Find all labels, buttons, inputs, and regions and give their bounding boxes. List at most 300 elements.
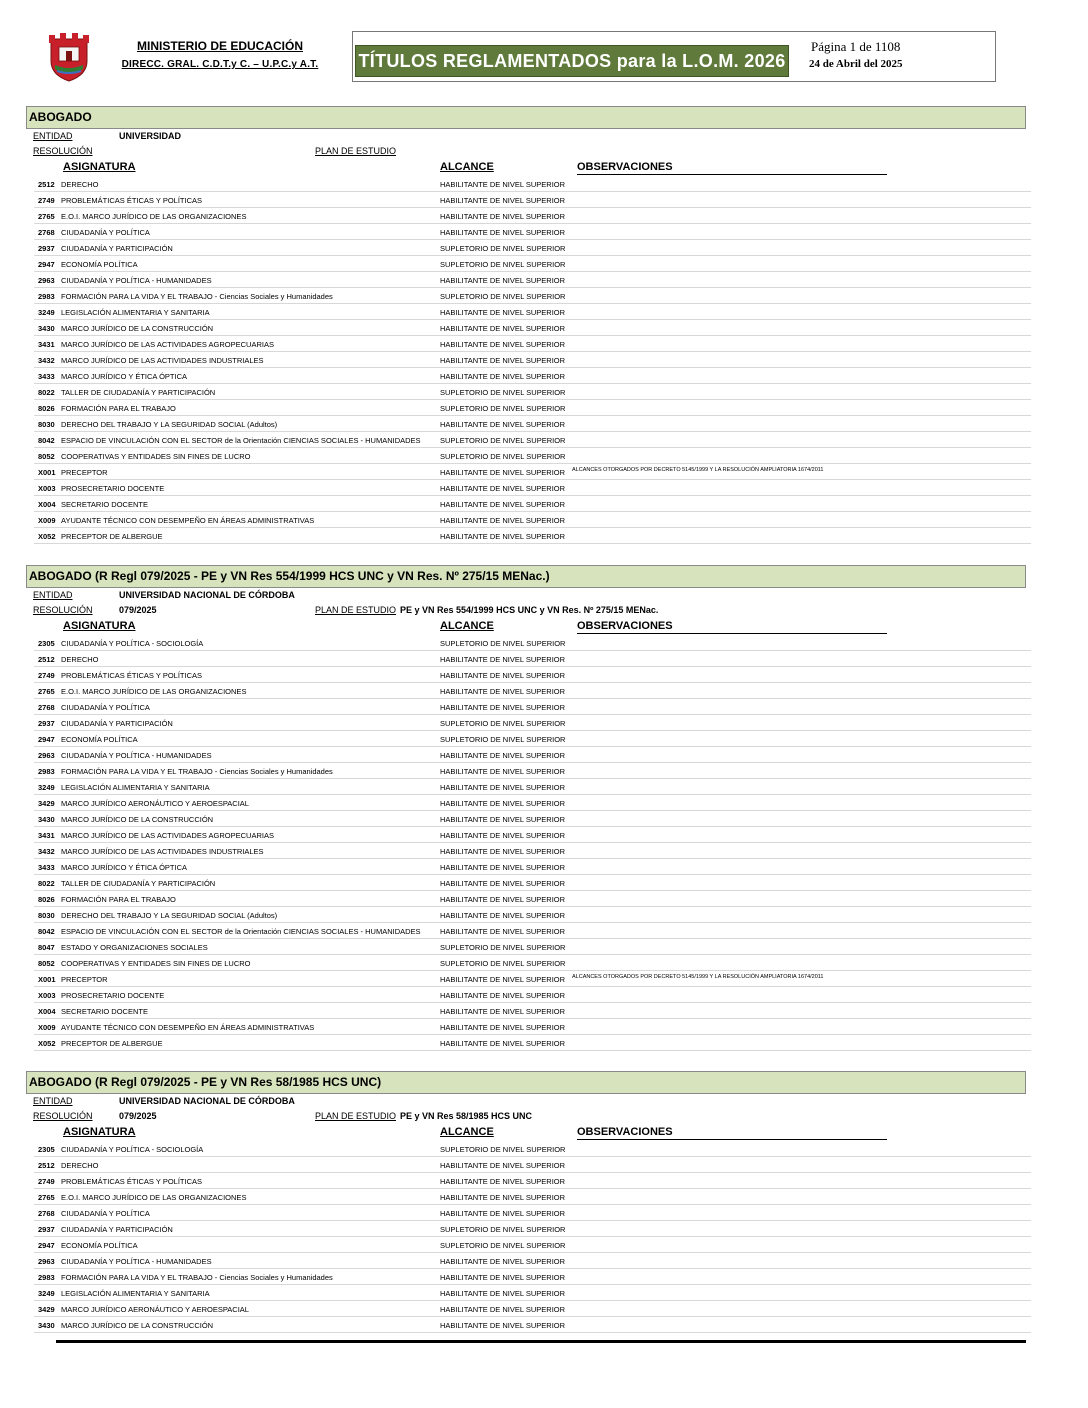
section-abogado xyxy=(26,106,1031,544)
asignatura-cell: CIUDADANÍA Y POLÍTICA xyxy=(61,1209,150,1218)
alcance-cell: HABILITANTE DE NIVEL SUPERIOR xyxy=(440,340,566,349)
alcance-cell: HABILITANTE DE NIVEL SUPERIOR xyxy=(440,1161,566,1170)
table-row xyxy=(34,496,1031,512)
ministry-name: MINISTERIO DE EDUCACIÓN xyxy=(136,39,303,53)
table-row xyxy=(34,763,1031,779)
table-body xyxy=(26,1141,1031,1333)
code-cell: 2765 xyxy=(38,1193,55,1202)
code-cell: 2947 xyxy=(38,1241,55,1250)
table-body xyxy=(26,635,1031,1051)
code-cell: 2937 xyxy=(38,1225,55,1234)
code-cell: X004 xyxy=(38,1007,56,1016)
entidad-label: ENTIDAD xyxy=(33,1096,73,1106)
plan-label: PLAN DE ESTUDIO xyxy=(315,1111,397,1121)
table-row xyxy=(34,1269,1031,1285)
table-row xyxy=(34,875,1031,891)
asignatura-cell: SECRETARIO DOCENTE xyxy=(61,500,148,509)
alcance-cell: HABILITANTE DE NIVEL SUPERIOR xyxy=(440,1023,566,1032)
code-cell: 8042 xyxy=(38,927,55,936)
alcance-cell: SUPLETORIO DE NIVEL SUPERIOR xyxy=(440,959,566,968)
alcance-cell: HABILITANTE DE NIVEL SUPERIOR xyxy=(440,228,566,237)
alcance-cell: HABILITANTE DE NIVEL SUPERIOR xyxy=(440,783,566,792)
page-bottom-rule xyxy=(56,1340,1026,1343)
asignatura-cell: LEGISLACIÓN ALIMENTARIA Y SANITARIA xyxy=(61,1289,210,1298)
col-asignatura: ASIGNATURA xyxy=(63,620,136,632)
document-header xyxy=(45,31,995,82)
section-title: ABOGADO (R Regl 079/2025 - PE y VN Res 58/1985 HCS UNC) xyxy=(26,1071,1026,1094)
alcance-cell: HABILITANTE DE NIVEL SUPERIOR xyxy=(440,655,566,664)
alcance-cell: HABILITANTE DE NIVEL SUPERIOR xyxy=(440,532,566,541)
code-cell: 8052 xyxy=(38,959,55,968)
table-row xyxy=(34,635,1031,651)
asignatura-cell: ECONOMÍA POLÍTICA xyxy=(61,735,138,744)
code-cell: 2305 xyxy=(38,1145,55,1154)
table-row xyxy=(34,192,1031,208)
table-row xyxy=(34,368,1031,384)
section-abogado-58-1985 xyxy=(26,1071,1031,1333)
table-row xyxy=(34,1141,1031,1157)
asignatura-cell: PRECEPTOR xyxy=(61,468,108,477)
resolucion-label: RESOLUCIÓN xyxy=(33,1111,93,1121)
table-row xyxy=(34,1019,1031,1035)
alcance-cell: HABILITANTE DE NIVEL SUPERIOR xyxy=(440,863,566,872)
code-cell: 8022 xyxy=(38,879,55,888)
code-cell: 2305 xyxy=(38,639,55,648)
resolucion-row xyxy=(26,603,1031,618)
table-row xyxy=(34,667,1031,683)
asignatura-cell: MARCO JURÍDICO DE LAS ACTIVIDADES AGROPECUARIAS xyxy=(61,340,274,349)
asignatura-cell: CIUDADANÍA Y POLÍTICA - SOCIOLOGÍA xyxy=(61,639,204,648)
alcance-cell: HABILITANTE DE NIVEL SUPERIOR xyxy=(440,356,566,365)
alcance-cell: HABILITANTE DE NIVEL SUPERIOR xyxy=(440,324,566,333)
resolucion-row xyxy=(26,1109,1031,1124)
alcance-cell: SUPLETORIO DE NIVEL SUPERIOR xyxy=(440,244,566,253)
asignatura-cell: TALLER DE CIUDADANÍA Y PARTICIPACIÓN xyxy=(61,879,216,888)
code-cell: 2963 xyxy=(38,276,55,285)
alcance-cell: SUPLETORIO DE NIVEL SUPERIOR xyxy=(440,452,566,461)
table-row xyxy=(34,923,1031,939)
alcance-cell: SUPLETORIO DE NIVEL SUPERIOR xyxy=(440,1241,566,1250)
alcance-cell: HABILITANTE DE NIVEL SUPERIOR xyxy=(440,687,566,696)
asignatura-cell: FORMACIÓN PARA LA VIDA Y EL TRABAJO - Ciencias Sociales y Humanidades xyxy=(61,292,333,301)
alcance-cell: HABILITANTE DE NIVEL SUPERIOR xyxy=(440,1177,566,1186)
code-cell: 3249 xyxy=(38,1289,55,1298)
entidad-label: ENTIDAD xyxy=(33,590,73,600)
table-row xyxy=(34,1253,1031,1269)
asignatura-cell: ECONOMÍA POLÍTICA xyxy=(61,1241,138,1250)
alcance-cell: HABILITANTE DE NIVEL SUPERIOR xyxy=(440,879,566,888)
entidad-row xyxy=(26,1094,1031,1109)
code-cell: 2963 xyxy=(38,751,55,760)
asignatura-cell: CIUDADANÍA Y PARTICIPACIÓN xyxy=(61,1225,173,1234)
entidad-value: UNIVERSIDAD xyxy=(119,131,182,141)
table-row xyxy=(34,939,1031,955)
asignatura-cell: COOPERATIVAS Y ENTIDADES SIN FINES DE LUCRO xyxy=(61,959,251,968)
table-row xyxy=(34,907,1031,923)
table-row xyxy=(34,1003,1031,1019)
column-headers xyxy=(26,618,1031,635)
alcance-cell: HABILITANTE DE NIVEL SUPERIOR xyxy=(440,911,566,920)
code-cell: 2512 xyxy=(38,1161,55,1170)
alcance-cell: SUPLETORIO DE NIVEL SUPERIOR xyxy=(440,943,566,952)
code-cell: 3433 xyxy=(38,372,55,381)
asignatura-cell: AYUDANTE TÉCNICO CON DESEMPEÑO EN ÁREAS ADMINISTRATIVAS xyxy=(61,516,315,525)
code-cell: 2749 xyxy=(38,1177,55,1186)
col-observaciones: OBSERVACIONES xyxy=(577,620,673,632)
table-row xyxy=(34,480,1031,496)
table-row xyxy=(34,432,1031,448)
asignatura-cell: MARCO JURÍDICO AERONÁUTICO Y AEROESPACIAL xyxy=(61,799,249,808)
table-row xyxy=(34,288,1031,304)
table-row xyxy=(34,416,1031,432)
table-row xyxy=(34,320,1031,336)
code-cell: X009 xyxy=(38,1023,56,1032)
table-row xyxy=(34,400,1031,416)
table-row xyxy=(34,224,1031,240)
asignatura-cell: AYUDANTE TÉCNICO CON DESEMPEÑO EN ÁREAS ADMINISTRATIVAS xyxy=(61,1023,315,1032)
asignatura-cell: CIUDADANÍA Y POLÍTICA - SOCIOLOGÍA xyxy=(61,1145,204,1154)
code-cell: 3430 xyxy=(38,815,55,824)
asignatura-cell: CIUDADANÍA Y POLÍTICA - HUMANIDADES xyxy=(61,751,212,760)
alcance-cell: HABILITANTE DE NIVEL SUPERIOR xyxy=(440,1321,566,1330)
alcance-cell: SUPLETORIO DE NIVEL SUPERIOR xyxy=(440,1225,566,1234)
table-row xyxy=(34,272,1031,288)
entidad-label: ENTIDAD xyxy=(33,131,73,141)
asignatura-cell: ESPACIO DE VINCULACIÓN CON EL SECTOR de la Orientación CIENCIAS SOCIALES - HUMANIDADES xyxy=(61,436,421,445)
alcance-cell: HABILITANTE DE NIVEL SUPERIOR xyxy=(440,847,566,856)
alcance-cell: HABILITANTE DE NIVEL SUPERIOR xyxy=(440,1209,566,1218)
asignatura-cell: MARCO JURÍDICO DE LAS ACTIVIDADES INDUSTRIALES xyxy=(61,847,264,856)
code-cell: 3249 xyxy=(38,783,55,792)
entidad-value: UNIVERSIDAD NACIONAL DE CÓRDOBA xyxy=(119,590,295,600)
alcance-cell: HABILITANTE DE NIVEL SUPERIOR xyxy=(440,799,566,808)
document-title: TÍTULOS REGLAMENTADOS para la L.O.M. 2026 xyxy=(358,51,786,71)
code-cell: 2983 xyxy=(38,767,55,776)
asignatura-cell: MARCO JURÍDICO AERONÁUTICO Y AEROESPACIAL xyxy=(61,1305,249,1314)
code-cell: 3429 xyxy=(38,799,55,808)
col-asignatura: ASIGNATURA xyxy=(63,161,136,173)
code-cell: 8030 xyxy=(38,420,55,429)
column-headers xyxy=(26,1124,1031,1141)
alcance-cell: HABILITANTE DE NIVEL SUPERIOR xyxy=(440,484,566,493)
table-row xyxy=(34,971,1031,987)
table-row xyxy=(34,747,1031,763)
code-cell: 8047 xyxy=(38,943,55,952)
entidad-row xyxy=(26,588,1031,603)
code-cell: X052 xyxy=(38,1039,56,1048)
page-number: Página 1 de 1108 xyxy=(811,39,901,54)
code-cell: 2749 xyxy=(38,671,55,680)
observaciones-cell: ALCANCES OTORGADOS POR DECRETO 5145/1999 Y LA RESOLUCIÓN AMPLIATORIA 1674/2011 xyxy=(572,974,824,980)
table-row xyxy=(34,843,1031,859)
alcance-cell: HABILITANTE DE NIVEL SUPERIOR xyxy=(440,767,566,776)
code-cell: 8042 xyxy=(38,436,55,445)
table-row xyxy=(34,1189,1031,1205)
code-cell: X001 xyxy=(38,468,56,477)
table-row xyxy=(34,512,1031,528)
alcance-cell: SUPLETORIO DE NIVEL SUPERIOR xyxy=(440,292,566,301)
document-date: 24 de Abril del 2025 xyxy=(809,58,903,70)
alcance-cell: HABILITANTE DE NIVEL SUPERIOR xyxy=(440,895,566,904)
alcance-cell: HABILITANTE DE NIVEL SUPERIOR xyxy=(440,831,566,840)
observaciones-underline xyxy=(577,174,887,175)
alcance-cell: HABILITANTE DE NIVEL SUPERIOR xyxy=(440,372,566,381)
table-body xyxy=(26,176,1031,544)
plan-value: PE y VN Res 554/1999 HCS UNC y VN Res. Nº 275/15 MENac. xyxy=(400,605,659,615)
table-row xyxy=(34,176,1031,192)
table-row xyxy=(34,1035,1031,1051)
code-cell: X004 xyxy=(38,500,56,509)
table-row xyxy=(34,352,1031,368)
asignatura-cell: CIUDADANÍA Y POLÍTICA xyxy=(61,703,150,712)
table-row xyxy=(34,1285,1031,1301)
table-row xyxy=(34,955,1031,971)
alcance-cell: HABILITANTE DE NIVEL SUPERIOR xyxy=(440,927,566,936)
asignatura-cell: PROSECRETARIO DOCENTE xyxy=(61,484,165,493)
table-row xyxy=(34,891,1031,907)
asignatura-cell: MARCO JURÍDICO Y ÉTICA ÓPTICA xyxy=(61,372,187,381)
asignatura-cell: FORMACIÓN PARA EL TRABAJO xyxy=(61,895,176,904)
direction-name: DIRECC. GRAL. C.D.T.y C. – U.P.C.y A.T. xyxy=(121,59,319,70)
code-cell: 3431 xyxy=(38,831,55,840)
asignatura-cell: DERECHO DEL TRABAJO Y LA SEGURIDAD SOCIAL (Adultos) xyxy=(61,911,278,920)
alcance-cell: SUPLETORIO DE NIVEL SUPERIOR xyxy=(440,436,566,445)
asignatura-cell: MARCO JURÍDICO DE LA CONSTRUCCIÓN xyxy=(61,815,214,824)
code-cell: 3431 xyxy=(38,340,55,349)
alcance-cell: SUPLETORIO DE NIVEL SUPERIOR xyxy=(440,735,566,744)
section-abogado-554-1999 xyxy=(26,565,1031,1051)
asignatura-cell: MARCO JURÍDICO DE LA CONSTRUCCIÓN xyxy=(61,1321,214,1330)
alcance-cell: HABILITANTE DE NIVEL SUPERIOR xyxy=(440,196,566,205)
plan-value: PE y VN Res 58/1985 HCS UNC xyxy=(400,1111,533,1121)
table-row xyxy=(34,1301,1031,1317)
table-row xyxy=(34,715,1031,731)
code-cell: 8022 xyxy=(38,388,55,397)
alcance-cell: HABILITANTE DE NIVEL SUPERIOR xyxy=(440,1193,566,1202)
asignatura-cell: DERECHO xyxy=(61,180,99,189)
observaciones-underline xyxy=(577,1139,887,1140)
code-cell: 8052 xyxy=(38,452,55,461)
code-cell: 2512 xyxy=(38,655,55,664)
code-cell: X052 xyxy=(38,532,56,541)
alcance-cell: HABILITANTE DE NIVEL SUPERIOR xyxy=(440,751,566,760)
asignatura-cell: E.O.I. MARCO JURÍDICO DE LAS ORGANIZACIONES xyxy=(61,212,247,221)
code-cell: 3249 xyxy=(38,308,55,317)
table-row xyxy=(34,699,1031,715)
code-cell: 8026 xyxy=(38,895,55,904)
observaciones-cell: ALCANCES OTORGADOS POR DECRETO 5145/1999 Y LA RESOLUCIÓN AMPLIATORIA 1674/2011 xyxy=(572,467,824,473)
code-cell: 3430 xyxy=(38,1321,55,1330)
code-cell: 2749 xyxy=(38,196,55,205)
asignatura-cell: PROBLEMÁTICAS ÉTICAS Y POLÍTICAS xyxy=(61,671,203,680)
table-row xyxy=(34,256,1031,272)
asignatura-cell: LEGISLACIÓN ALIMENTARIA Y SANITARIA xyxy=(61,783,210,792)
alcance-cell: HABILITANTE DE NIVEL SUPERIOR xyxy=(440,703,566,712)
alcance-cell: SUPLETORIO DE NIVEL SUPERIOR xyxy=(440,1145,566,1154)
code-cell: 3430 xyxy=(38,324,55,333)
alcance-cell: HABILITANTE DE NIVEL SUPERIOR xyxy=(440,500,566,509)
resolucion-label: RESOLUCIÓN xyxy=(33,605,93,615)
asignatura-cell: MARCO JURÍDICO DE LA CONSTRUCCIÓN xyxy=(61,324,214,333)
table-row xyxy=(34,304,1031,320)
alcance-cell: HABILITANTE DE NIVEL SUPERIOR xyxy=(440,1273,566,1282)
asignatura-cell: CIUDADANÍA Y POLÍTICA - HUMANIDADES xyxy=(61,276,212,285)
alcance-cell: HABILITANTE DE NIVEL SUPERIOR xyxy=(440,1039,566,1048)
table-row xyxy=(34,827,1031,843)
code-cell: 2937 xyxy=(38,719,55,728)
table-row xyxy=(34,811,1031,827)
table-row xyxy=(34,1237,1031,1253)
table-row xyxy=(34,1205,1031,1221)
section-title: ABOGADO (R Regl 079/2025 - PE y VN Res 554/1999 HCS UNC y VN Res. Nº 275/15 MENac.) xyxy=(26,565,1026,588)
asignatura-cell: CIUDADANÍA Y POLÍTICA - HUMANIDADES xyxy=(61,1257,212,1266)
table-row xyxy=(34,384,1031,400)
asignatura-cell: PRECEPTOR xyxy=(61,975,108,984)
asignatura-cell: MARCO JURÍDICO DE LAS ACTIVIDADES AGROPECUARIAS xyxy=(61,831,274,840)
col-alcance: ALCANCE xyxy=(440,161,494,173)
alcance-cell: HABILITANTE DE NIVEL SUPERIOR xyxy=(440,276,566,285)
table-row xyxy=(34,1157,1031,1173)
table-row xyxy=(34,651,1031,667)
asignatura-cell: FORMACIÓN PARA EL TRABAJO xyxy=(61,404,176,413)
resolucion-value: 079/2025 xyxy=(119,605,157,615)
table-row xyxy=(34,448,1031,464)
entidad-row xyxy=(26,129,1031,144)
plan-label: PLAN DE ESTUDIO xyxy=(315,605,397,615)
table-row xyxy=(34,464,1031,480)
column-headers xyxy=(26,159,1031,176)
code-cell: 2512 xyxy=(38,180,55,189)
table-row xyxy=(34,731,1031,747)
alcance-cell: SUPLETORIO DE NIVEL SUPERIOR xyxy=(440,260,566,269)
asignatura-cell: LEGISLACIÓN ALIMENTARIA Y SANITARIA xyxy=(61,308,210,317)
asignatura-cell: MARCO JURÍDICO Y ÉTICA ÓPTICA xyxy=(61,863,187,872)
plan-label: PLAN DE ESTUDIO xyxy=(315,146,397,156)
code-cell: 3433 xyxy=(38,863,55,872)
alcance-cell: HABILITANTE DE NIVEL SUPERIOR xyxy=(440,975,566,984)
code-cell: 8030 xyxy=(38,911,55,920)
code-cell: 2983 xyxy=(38,292,55,301)
asignatura-cell: PROSECRETARIO DOCENTE xyxy=(61,991,165,1000)
code-cell: 2765 xyxy=(38,687,55,696)
code-cell: 3429 xyxy=(38,1305,55,1314)
alcance-cell: HABILITANTE DE NIVEL SUPERIOR xyxy=(440,1257,566,1266)
alcance-cell: HABILITANTE DE NIVEL SUPERIOR xyxy=(440,516,566,525)
asignatura-cell: PRECEPTOR DE ALBERGUE xyxy=(61,1039,163,1048)
alcance-cell: SUPLETORIO DE NIVEL SUPERIOR xyxy=(440,388,566,397)
table-row xyxy=(34,528,1031,544)
asignatura-cell: E.O.I. MARCO JURÍDICO DE LAS ORGANIZACIONES xyxy=(61,1193,247,1202)
table-row xyxy=(34,208,1031,224)
col-observaciones: OBSERVACIONES xyxy=(577,1126,673,1138)
asignatura-cell: PROBLEMÁTICAS ÉTICAS Y POLÍTICAS xyxy=(61,196,203,205)
asignatura-cell: ECONOMÍA POLÍTICA xyxy=(61,260,138,269)
code-cell: 3432 xyxy=(38,847,55,856)
asignatura-cell: ESTADO Y ORGANIZACIONES SOCIALES xyxy=(61,943,208,952)
alcance-cell: SUPLETORIO DE NIVEL SUPERIOR xyxy=(440,719,566,728)
alcance-cell: HABILITANTE DE NIVEL SUPERIOR xyxy=(440,671,566,680)
alcance-cell: HABILITANTE DE NIVEL SUPERIOR xyxy=(440,1007,566,1016)
code-cell: 2937 xyxy=(38,244,55,253)
asignatura-cell: ESPACIO DE VINCULACIÓN CON EL SECTOR de la Orientación CIENCIAS SOCIALES - HUMANIDADES xyxy=(61,927,421,936)
asignatura-cell: DERECHO DEL TRABAJO Y LA SEGURIDAD SOCIAL (Adultos) xyxy=(61,420,278,429)
asignatura-cell: CIUDADANÍA Y PARTICIPACIÓN xyxy=(61,719,173,728)
asignatura-cell: CIUDADANÍA Y PARTICIPACIÓN xyxy=(61,244,173,253)
asignatura-cell: PROBLEMÁTICAS ÉTICAS Y POLÍTICAS xyxy=(61,1177,203,1186)
document-title-box xyxy=(355,45,789,77)
observaciones-underline xyxy=(577,633,887,634)
col-alcance: ALCANCE xyxy=(440,1126,494,1138)
table-row xyxy=(34,1221,1031,1237)
table-row xyxy=(34,779,1031,795)
code-cell: 2983 xyxy=(38,1273,55,1282)
resolucion-row xyxy=(26,144,1031,159)
asignatura-cell: FORMACIÓN PARA LA VIDA Y EL TRABAJO - Ciencias Sociales y Humanidades xyxy=(61,1273,333,1282)
code-cell: X003 xyxy=(38,991,56,1000)
code-cell: 2768 xyxy=(38,1209,55,1218)
alcance-cell: HABILITANTE DE NIVEL SUPERIOR xyxy=(440,212,566,221)
code-cell: 2963 xyxy=(38,1257,55,1266)
resolucion-value: 079/2025 xyxy=(119,1111,157,1121)
asignatura-cell: E.O.I. MARCO JURÍDICO DE LAS ORGANIZACIONES xyxy=(61,687,247,696)
code-cell: X001 xyxy=(38,975,56,984)
alcance-cell: HABILITANTE DE NIVEL SUPERIOR xyxy=(440,1305,566,1314)
table-row xyxy=(34,859,1031,875)
asignatura-cell: SECRETARIO DOCENTE xyxy=(61,1007,148,1016)
code-cell: 8026 xyxy=(38,404,55,413)
table-row xyxy=(34,1317,1031,1333)
table-row xyxy=(34,336,1031,352)
alcance-cell: HABILITANTE DE NIVEL SUPERIOR xyxy=(440,308,566,317)
cordoba-coat-of-arms-logo xyxy=(45,31,93,83)
asignatura-cell: FORMACIÓN PARA LA VIDA Y EL TRABAJO - Ciencias Sociales y Humanidades xyxy=(61,767,333,776)
asignatura-cell: CIUDADANÍA Y POLÍTICA xyxy=(61,228,150,237)
code-cell: X003 xyxy=(38,484,56,493)
alcance-cell: HABILITANTE DE NIVEL SUPERIOR xyxy=(440,991,566,1000)
alcance-cell: SUPLETORIO DE NIVEL SUPERIOR xyxy=(440,404,566,413)
alcance-cell: SUPLETORIO DE NIVEL SUPERIOR xyxy=(440,639,566,648)
asignatura-cell: TALLER DE CIUDADANÍA Y PARTICIPACIÓN xyxy=(61,388,216,397)
col-asignatura: ASIGNATURA xyxy=(63,1126,136,1138)
col-alcance: ALCANCE xyxy=(440,620,494,632)
code-cell: 2768 xyxy=(38,703,55,712)
asignatura-cell: MARCO JURÍDICO DE LAS ACTIVIDADES INDUSTRIALES xyxy=(61,356,264,365)
code-cell: 2768 xyxy=(38,228,55,237)
asignatura-cell: PRECEPTOR DE ALBERGUE xyxy=(61,532,163,541)
code-cell: X009 xyxy=(38,516,56,525)
alcance-cell: HABILITANTE DE NIVEL SUPERIOR xyxy=(440,815,566,824)
alcance-cell: HABILITANTE DE NIVEL SUPERIOR xyxy=(440,180,566,189)
table-row xyxy=(34,683,1031,699)
col-observaciones: OBSERVACIONES xyxy=(577,161,673,173)
alcance-cell: HABILITANTE DE NIVEL SUPERIOR xyxy=(440,1289,566,1298)
code-cell: 3432 xyxy=(38,356,55,365)
table-row xyxy=(34,240,1031,256)
table-row xyxy=(34,795,1031,811)
table-row xyxy=(34,987,1031,1003)
code-cell: 2947 xyxy=(38,735,55,744)
table-row xyxy=(34,1173,1031,1189)
asignatura-cell: DERECHO xyxy=(61,655,99,664)
alcance-cell: HABILITANTE DE NIVEL SUPERIOR xyxy=(440,420,566,429)
alcance-cell: HABILITANTE DE NIVEL SUPERIOR xyxy=(440,468,566,477)
asignatura-cell: DERECHO xyxy=(61,1161,99,1170)
code-cell: 2947 xyxy=(38,260,55,269)
code-cell: 2765 xyxy=(38,212,55,221)
entidad-value: UNIVERSIDAD NACIONAL DE CÓRDOBA xyxy=(119,1096,295,1106)
section-title: ABOGADO xyxy=(26,106,1026,129)
asignatura-cell: COOPERATIVAS Y ENTIDADES SIN FINES DE LUCRO xyxy=(61,452,251,461)
